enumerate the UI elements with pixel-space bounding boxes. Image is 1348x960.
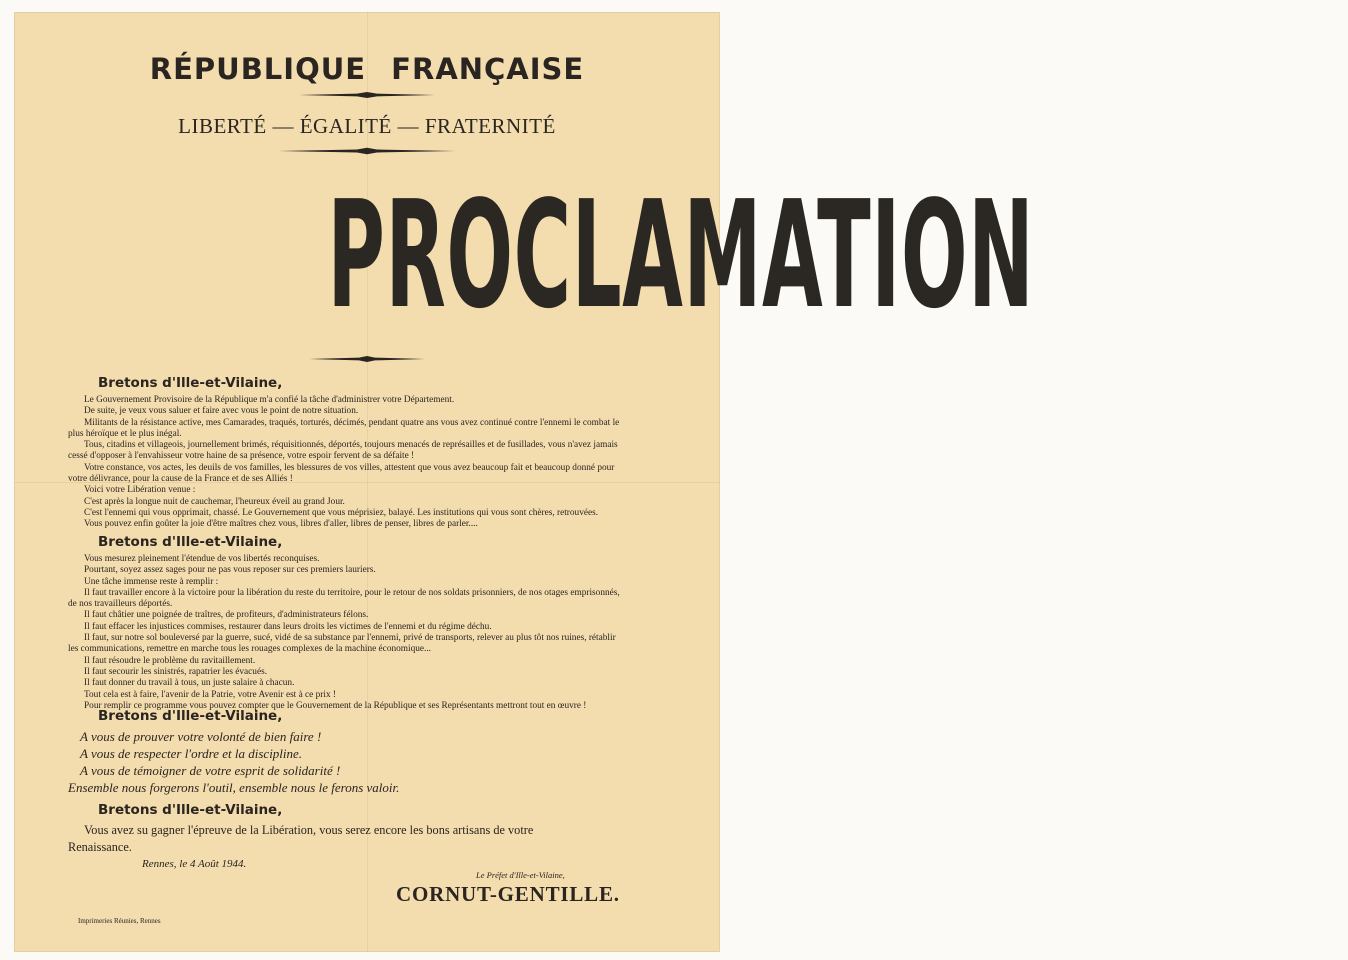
text-line: Il faut travailler encore à la victoire pour la libération du reste du territoire, pour le retour de nos soldats prisonniers, de nos otages emprisonnés, [84,587,620,598]
text-line: Il faut châtier une poignée de traîtres, de profiteurs, d'administrateurs félons. [84,610,369,621]
text-line: Vous avez su gagner l'épreuve de la Libération, vous serez encore les bons artisans de votre [84,823,534,837]
signatory-title: Le Préfet d'Ille-et-Vilaine, [476,870,565,880]
text-line: de nos travailleurs déportés. [68,599,173,610]
poster [14,12,1035,952]
signatory-name: CORNUT-GENTILLE. [396,882,620,906]
text-line: cessé d'opposer à l'envahisseur votre haine de sa présence, votre espoir fervent de sa défaite ! [68,451,415,462]
text-line: les communications, remettre en marche tous les rouages complexes de la machine économique... [68,644,431,655]
text-line: Tous, citadins et villageois, journellement brimés, réquisitionnés, déportés, toujours menacés de représailles et de fusillades, vous n'avez jamais [84,440,618,451]
date-line: Rennes, le 4 Août 1944. [142,858,247,870]
text-line: Renaissance. [68,840,132,854]
section-heading: Bretons d'Ille-et-Vilaine, [98,375,283,391]
section-1 [68,375,692,531]
text-line: Vous pouvez enfin goûter la joie d'être maîtres chez vous, libres d'aller, libres de penser, libres de parler.... [84,519,478,530]
ornament-rule-2 [14,142,720,160]
text-line: votre délivrance, pour la cause de la France et de ses Alliés ! [68,474,293,485]
section-heading: Bretons d'Ille-et-Vilaine, [98,708,283,724]
motto: LIBERTÉ — ÉGALITÉ — FRATERNITÉ [178,114,556,138]
section-3 [68,708,692,796]
section-4 [68,802,692,856]
text-line: Il faut donner du travail à tous, un juste salaire à chacun. [84,678,295,689]
text-line: Le Gouvernement Provisoire de la République m'a confié la tâche d'administrer votre Département. [84,395,455,405]
section-heading: Bretons d'Ille-et-Vilaine, [98,534,283,550]
text-line: Il faut résoudre le problème du ravitaillement. [84,655,256,666]
text-line: Il faut effacer les injustices commises, restaurer dans leurs droits les victimes de l'ennemi et du régime déchu. [84,621,492,632]
text-line: C'est après la longue nuit de cauchemar, l'heureux éveil au grand Jour. [84,496,345,507]
text-line: Tout cela est à faire, l'avenir de la Patrie, votre Avenir est à ce prix ! [84,689,337,700]
section-heading: Bretons d'Ille-et-Vilaine, [98,802,283,818]
text-line: A vous de témoigner de votre esprit de solidarité ! [80,763,341,778]
text-line: Vous mesurez pleinement l'étendue de vos libertés reconquises. [84,554,320,564]
text-line: A vous de prouver votre volonté de bien faire ! [80,729,322,744]
text-line: C'est l'ennemi qui vous opprimait, chassé. Le Gouvernement que vous méprisiez, balayé. Les institutions qui vous sont chères, retrouvées. [84,507,599,518]
section-2 [68,534,692,712]
text-line: Militants de la résistance active, mes Camarades, traqués, torturés, décimés, pendant quatre ans vous avez continué contre l'ennemi le combat le [84,417,620,428]
text-line: De suite, je veux vous saluer et faire avec vous le point de notre situation. [84,406,359,417]
text-line: Votre constance, vos actes, les deuils de vos familles, les blessures de vos villes, attestent que vous avez beaucoup fait et beaucoup donné pour [84,462,615,473]
text-line: Il faut, sur notre sol bouleversé par la guerre, sucé, vidé de sa substance par l'ennemi, privé de transports, relever au plus tôt nos ruines, rétablir [84,633,616,644]
text-line: plus héroïque et le plus inégal. [68,428,182,439]
text-line: Pourtant, soyez assez sages pour ne pas vous reposer sur ces premiers lauriers. [84,565,376,576]
text-line: Une tâche immense reste à remplir : [84,576,219,587]
text-line: Pour remplir ce programme vous pouvez compter que le Gouvernement de la République et ses Représentants mettront tout en œuvre ! [84,700,587,711]
text-line: Ensemble nous forgerons l'outil, ensemble nous le ferons valoir. [68,780,400,795]
text-line: Voici votre Libération venue : [84,485,196,496]
text-line: Il faut secourir les sinistrés, rapatrier les évacués. [84,666,268,677]
printer-credit: Imprimeries Réunies, Rennes [78,917,161,925]
proclamation-title: PROCLAMATION [327,169,1035,341]
ornament-rule-3 [14,350,720,368]
text-line: A vous de respecter l'ordre et la discipline. [80,746,303,761]
ornament-rule-1 [14,86,720,104]
republic-heading: RÉPUBLIQUE FRANÇAISE [149,52,585,86]
